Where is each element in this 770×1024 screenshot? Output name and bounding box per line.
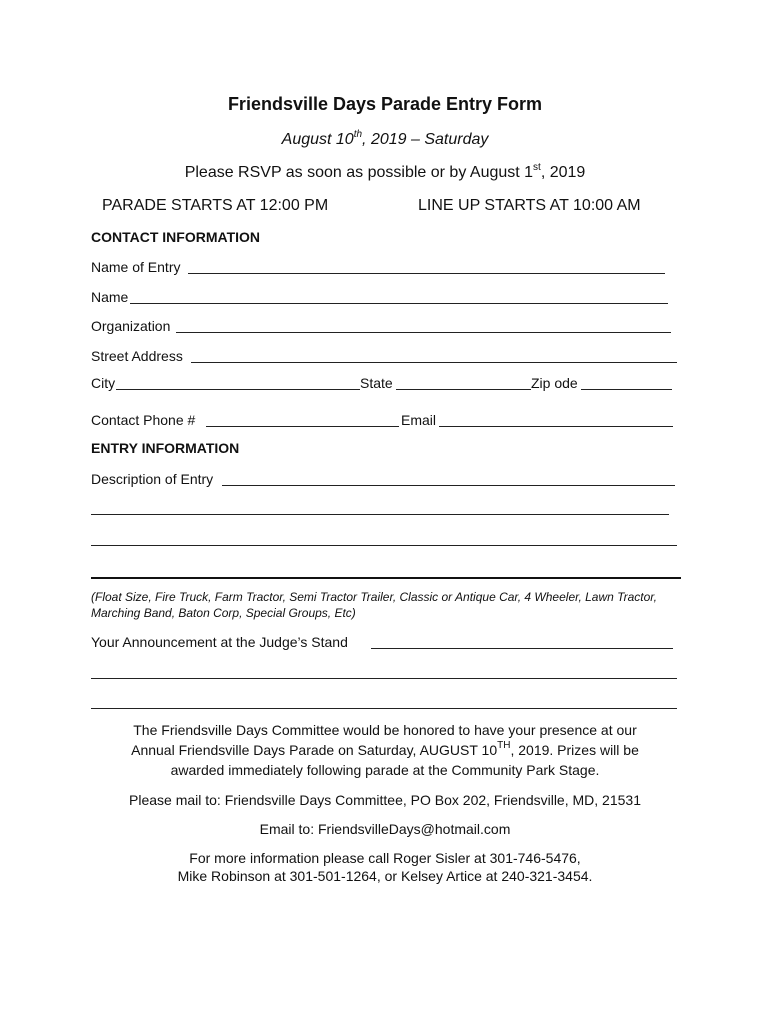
city-label: City xyxy=(91,375,116,391)
description-field[interactable] xyxy=(222,485,675,486)
name-of-entry-field[interactable] xyxy=(188,273,665,274)
name-of-entry-label: Name of Entry xyxy=(91,259,181,275)
street-address-field[interactable] xyxy=(191,362,677,363)
contact-info-line-1: For more information please call Roger Sisler at 301-746-5476, xyxy=(189,850,581,866)
description-label: Description of Entry xyxy=(91,471,214,487)
announcement-field[interactable] xyxy=(371,648,673,649)
organization-field[interactable] xyxy=(176,332,671,333)
honor-line-2-sup: TH xyxy=(497,740,511,752)
zip-field[interactable] xyxy=(581,389,672,390)
description-line-3[interactable] xyxy=(91,545,677,546)
form-title: Friendsville Days Parade Entry Form xyxy=(227,94,543,114)
entry-heading: ENTRY INFORMATION xyxy=(91,440,240,456)
honor-line-2 xyxy=(0,740,770,760)
section-divider xyxy=(91,577,681,579)
city-field[interactable] xyxy=(116,389,360,390)
event-date-sup: th xyxy=(353,128,363,140)
street-address-label: Street Address xyxy=(91,348,183,364)
announcement-line-3[interactable] xyxy=(91,708,677,709)
event-date-text: August 10 xyxy=(281,131,354,148)
honor-line-2-suffix: , 2019. Prizes will be xyxy=(510,742,639,758)
name-field[interactable] xyxy=(130,303,668,304)
honor-line-1: The Friendsville Days Committee would be honored to have your presence at our xyxy=(133,722,637,738)
email-label: Email xyxy=(401,412,437,428)
contact-info-line-2: Mike Robinson at 301-501-1264, or Kelsey Artice at 240-321-3454. xyxy=(177,868,593,884)
rsvp-text: Please RSVP as soon as possible or by August 1 xyxy=(184,164,534,181)
state-field[interactable] xyxy=(396,389,531,390)
announcement-line-2[interactable] xyxy=(91,678,677,679)
lineup-start-time: LINE UP STARTS AT 10:00 AM xyxy=(418,197,641,214)
parade-start-time: PARADE STARTS AT 12:00 PM xyxy=(102,197,329,214)
announcement-label: Your Announcement at the Judge’s Stand xyxy=(91,634,348,650)
state-label: State xyxy=(360,375,393,391)
description-line-2[interactable] xyxy=(91,514,669,515)
rsvp-sup: st xyxy=(533,161,541,173)
contact-phone-label: Contact Phone # xyxy=(91,412,196,428)
rsvp-line xyxy=(0,161,770,182)
event-date xyxy=(0,128,770,149)
entry-examples-note: (Float Size, Fire Truck, Farm Tractor, Semi Tractor Trailer, Classic or Antique Car, 4 Wheeler, Lawn Tractor, Marching Band, Baton Corp, Special Groups, Etc) xyxy=(91,590,657,620)
contact-heading: CONTACT INFORMATION xyxy=(91,229,261,245)
name-label: Name xyxy=(91,289,129,305)
honor-line-3: awarded immediately following parade at the Community Park Stage. xyxy=(170,762,600,778)
email-field[interactable] xyxy=(439,426,673,427)
organization-label: Organization xyxy=(91,318,171,334)
zip-label: Zip ode xyxy=(531,375,578,391)
rsvp-suffix: , 2019 xyxy=(540,164,586,181)
honor-line-2-text: Annual Friendsville Days Parade on Saturday, AUGUST 10 xyxy=(131,742,498,758)
contact-phone-field[interactable] xyxy=(206,426,399,427)
mail-address: Please mail to: Friendsville Days Committee, PO Box 202, Friendsville, MD, 21531 xyxy=(129,792,641,808)
email-address: Email to: FriendsvilleDays@hotmail.com xyxy=(259,821,511,837)
event-date-suffix: , 2019 – Saturday xyxy=(362,131,489,148)
